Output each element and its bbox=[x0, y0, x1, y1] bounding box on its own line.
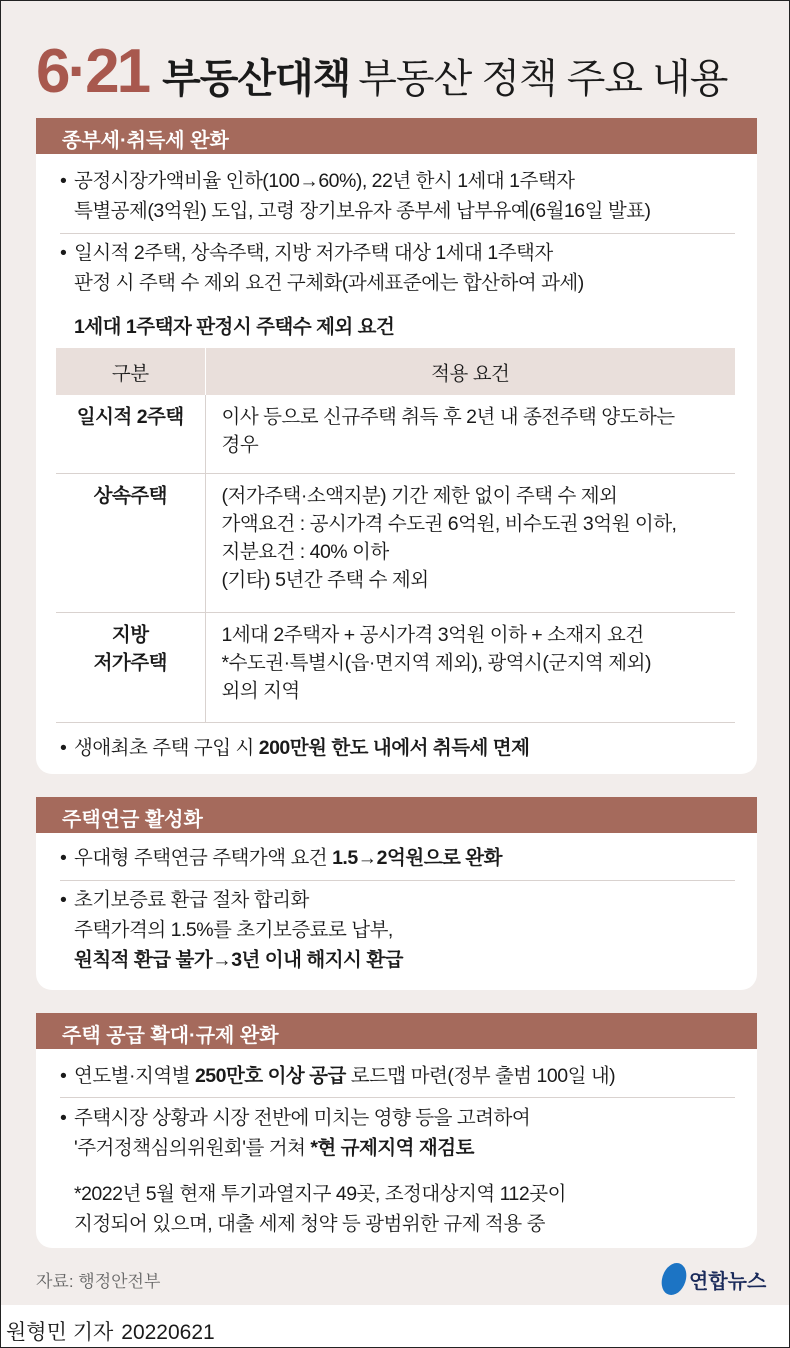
table-title: 1세대 1주택자 판정시 주택수 제외 요건 bbox=[74, 316, 395, 338]
date: 20220621 bbox=[121, 1321, 215, 1344]
item-line: 주택시장 상황과 시장 전반에 미치는 영향 등을 고려하여 bbox=[74, 1107, 531, 1129]
section-card-supply bbox=[36, 1049, 757, 1248]
item-line: 초기보증료 환급 절차 합리화 bbox=[74, 889, 309, 911]
section-header-supply: 주택 공급 확대·규제 완화 bbox=[36, 1013, 757, 1049]
exclusion-table bbox=[56, 348, 735, 723]
section-card-pension bbox=[36, 833, 757, 990]
item-line: 공정시장가액비율 인하(100→60%), 22년 한시 1세대 1주택자 bbox=[74, 170, 575, 192]
section-header-pension: 주택연금 활성화 bbox=[36, 797, 757, 833]
row-line: (저가주택·소액지분) 기간 제한 없이 주택 수 제외 bbox=[221, 484, 618, 507]
item-bold: 원칙적 환급 불가→3년 이내 해지시 환급 bbox=[74, 949, 403, 971]
item-text: 우대형 주택연금 주택가액 요건 bbox=[74, 847, 333, 869]
row-type: 일시적 2주택 bbox=[56, 395, 205, 473]
table-header: 구분 bbox=[56, 348, 205, 395]
row-line: (기타) 5년간 주택 수 제외 bbox=[221, 568, 429, 591]
item-text: 연도별·지역별 bbox=[74, 1065, 195, 1087]
source-text: 자료: 행정안전부 bbox=[36, 1272, 161, 1291]
row-line: *수도권·특별시(읍·면지역 제외), 광역시(군지역 제외) bbox=[221, 651, 651, 674]
row-line: 이사 등으로 신규주택 취득 후 2년 내 종전주택 양도하는 bbox=[221, 406, 675, 428]
list-item: • 연도별·지역별 250만호 이상 공급 로드맵 마련(정부 출범 100일 내) bbox=[60, 1065, 616, 1087]
table-header: 적용 요건 bbox=[205, 348, 735, 395]
footnote bbox=[74, 1179, 735, 1239]
row-line: 1세대 2주택자 + 공시가격 3억원 이하 + 소재지 요건 bbox=[221, 623, 644, 646]
page-title bbox=[36, 36, 727, 107]
title-bold: 부동산대책 bbox=[162, 57, 351, 101]
table-row bbox=[56, 473, 735, 612]
author: 원형민 기자 bbox=[6, 1321, 114, 1344]
title-rest: 부동산 정책 주요 내용 bbox=[358, 57, 728, 101]
item-bold: *현 규제지역 재검토 bbox=[310, 1137, 474, 1159]
item-line: 일시적 2주택, 상속주택, 지방 저가주택 대상 1세대 1주택자 bbox=[74, 242, 553, 264]
list-item: • 공정시장가액비율 인하(100→60%), 22년 한시 1세대 1주택자 특별공제(3억원) 도입, 고령 장기보유자 종부세 납부유예(6월16일 발표) bbox=[60, 166, 735, 226]
item-text: 로드맵 마련(정부 출범 100일 내) bbox=[345, 1065, 616, 1087]
table-row bbox=[56, 395, 735, 473]
list-item: • 일시적 2주택, 상속주택, 지방 저가주택 대상 1세대 1주택자 판정 시 주택 수 제외 요건 구체화(과세표준에는 합산하여 과세) bbox=[60, 238, 735, 298]
item-text: 생애최초 주택 구입 시 bbox=[74, 737, 259, 759]
yonhap-logo-icon bbox=[659, 1263, 689, 1295]
list-item: • 초기보증료 환급 절차 합리화 주택가격의 1.5%를 초기보증료로 납부, 원칙적 환급 불가→3년 이내 해지시 환급 bbox=[60, 885, 735, 975]
footnote-line: 지정되어 있으며, 대출 세제 청약 등 광범위한 규제 적용 중 bbox=[74, 1213, 545, 1235]
item-bold: 1.5→2억원으로 완화 bbox=[332, 847, 502, 869]
item-line: 판정 시 주택 수 제외 요건 구체화(과세표준에는 합산하여 과세) bbox=[74, 272, 584, 294]
row-line: 가액요건 : 공시가격 수도권 6억원, 비수도권 3억원 이하, bbox=[221, 512, 677, 535]
yonhap-logo bbox=[662, 1263, 766, 1295]
item-line: 주택가격의 1.5%를 초기보증료로 납부, bbox=[74, 919, 393, 941]
divider bbox=[60, 233, 735, 234]
row-type-line: 지방 bbox=[111, 623, 149, 646]
item-bold: 250만호 이상 공급 bbox=[194, 1065, 346, 1087]
list-item: • 우대형 주택연금 주택가액 요건 1.5→2억원으로 완화 bbox=[60, 847, 502, 869]
row-line: 경우 bbox=[221, 434, 259, 456]
list-item: • 생애최초 주택 구입 시 200만원 한도 내에서 취득세 면제 bbox=[60, 737, 530, 759]
section-header-tax: 종부세·취득세 완화 bbox=[36, 118, 757, 154]
logo-text: 연합뉴스 bbox=[689, 1270, 767, 1293]
byline bbox=[6, 1316, 215, 1346]
title-number: 6·21 bbox=[36, 37, 149, 106]
table-row bbox=[56, 612, 735, 722]
row-type: 상속주택 bbox=[56, 473, 205, 612]
item-line: 특별공제(3억원) 도입, 고령 장기보유자 종부세 납부유예(6월16일 발표) bbox=[74, 200, 651, 222]
item-bold: 200만원 한도 내에서 취득세 면제 bbox=[258, 737, 530, 759]
row-line: 지분요건 : 40% 이하 bbox=[221, 540, 389, 563]
item-text: '주거정책심의위원회'를 거쳐 bbox=[74, 1137, 311, 1159]
divider bbox=[60, 880, 735, 881]
list-item: • 주택시장 상황과 시장 전반에 미치는 영향 등을 고려하여 '주거정책심의위원회'를 거쳐 *현 규제지역 재검토 bbox=[60, 1103, 735, 1163]
row-type-line: 저가주택 bbox=[93, 651, 167, 674]
row-line: 외의 지역 bbox=[221, 679, 300, 702]
section-card-tax bbox=[36, 154, 757, 774]
divider bbox=[60, 1097, 735, 1098]
row-type bbox=[56, 612, 205, 722]
footnote-line: *2022년 5월 현재 투기과열지구 49곳, 조정대상지역 112곳이 bbox=[74, 1183, 566, 1205]
